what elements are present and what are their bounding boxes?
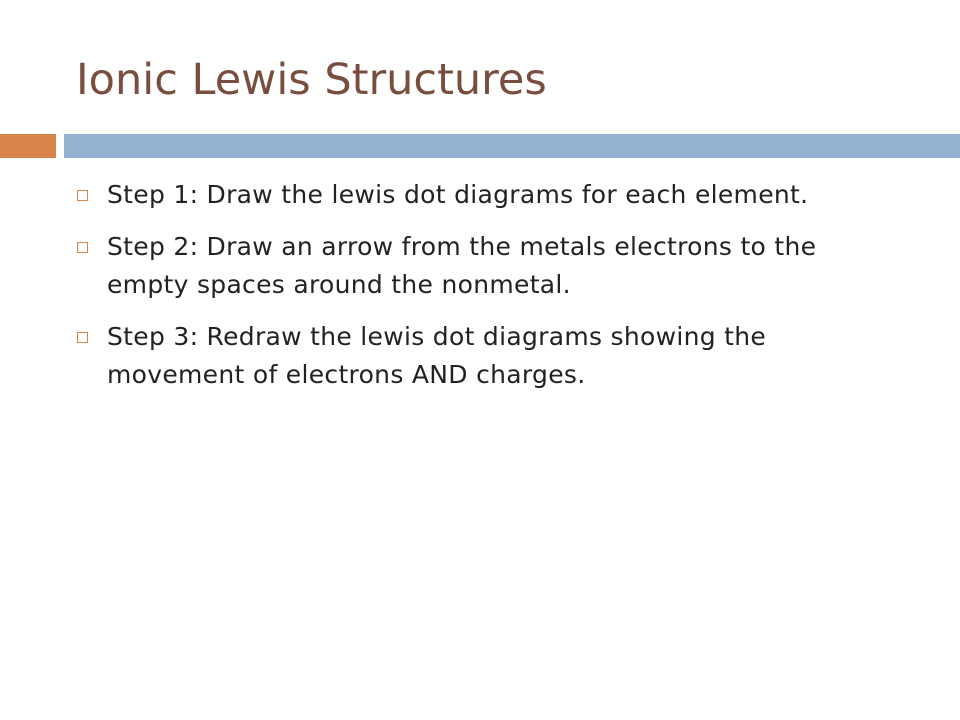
title-accent-bar-orange	[0, 134, 56, 158]
title-accent-bar-blue	[64, 134, 960, 158]
square-bullet-icon	[77, 242, 88, 253]
bullet-list	[74, 176, 904, 408]
square-bullet-icon	[77, 190, 88, 201]
slide-title: Ionic Lewis Structures	[76, 55, 547, 105]
bullet-text: Step 2: Draw an arrow from the metals electrons to the empty spaces around the nonmetal.	[107, 232, 817, 299]
bullet-item	[74, 176, 904, 214]
bullet-text: Step 1: Draw the lewis dot diagrams for each element.	[107, 180, 809, 209]
bullet-text: Step 3: Redraw the lewis dot diagrams showing the movement of electrons AND charges.	[107, 322, 767, 389]
bullet-item	[74, 318, 904, 394]
bullet-item	[74, 228, 904, 304]
square-bullet-icon	[77, 332, 88, 343]
